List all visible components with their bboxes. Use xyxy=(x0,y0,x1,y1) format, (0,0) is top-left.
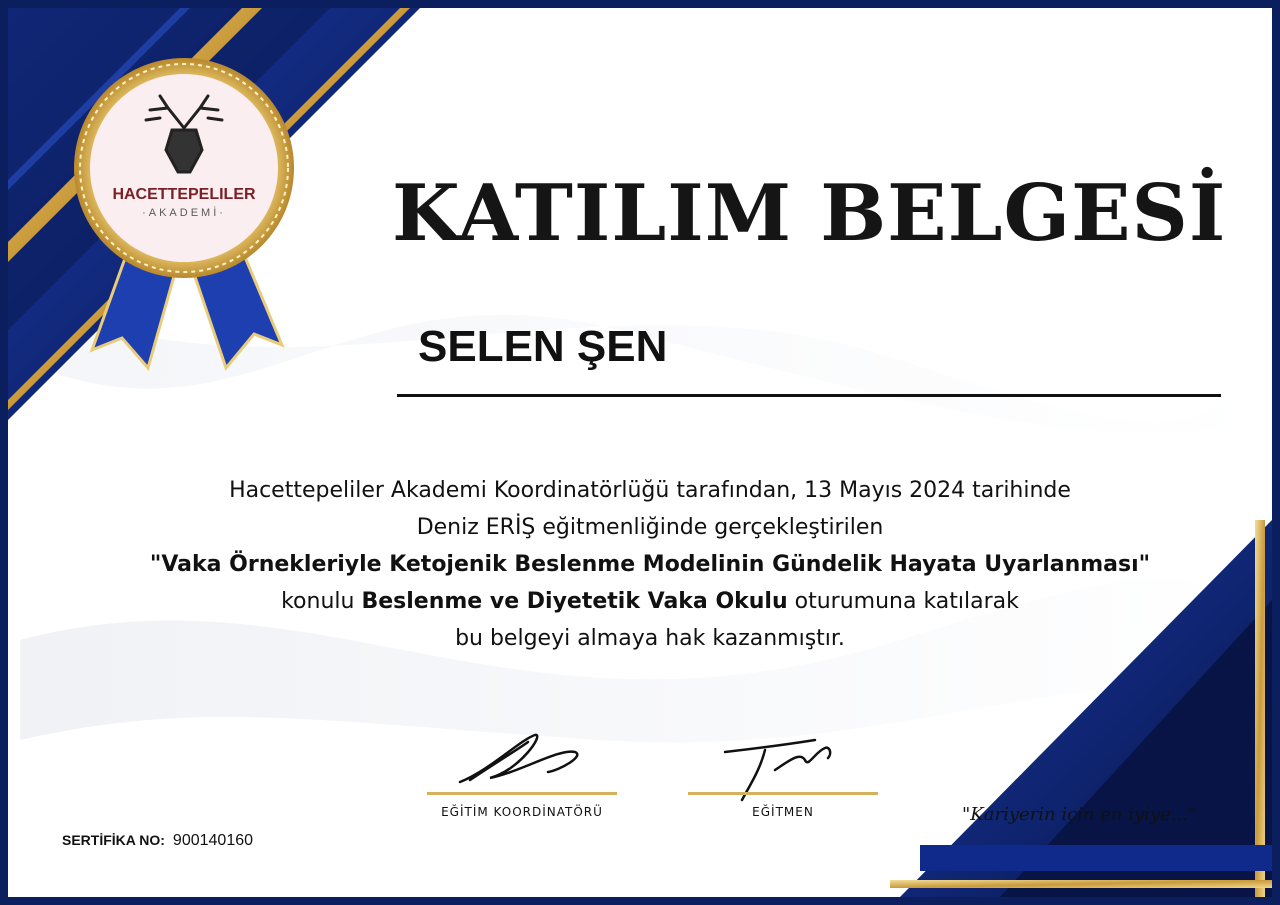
certificate-number-value: 900140160 xyxy=(172,832,254,849)
gold-stripe xyxy=(890,880,1272,888)
body-line xyxy=(80,583,1220,620)
blue-band xyxy=(920,845,1272,871)
slogan: "Kariyerin için en iyiye..." xyxy=(962,804,1197,825)
course-title-text: "Vaka Örnekleriyle Ketojenik Beslenme Modelinin Gündelik Hayata Uyarlanması" xyxy=(149,552,1151,577)
body-text: oturumuna katılarak xyxy=(787,589,1019,614)
recipient-name: SELEN ŞEN xyxy=(418,322,668,371)
gold-stripe xyxy=(1255,520,1265,897)
certificate-body xyxy=(80,472,1220,657)
course-title xyxy=(80,546,1220,583)
certificate-number xyxy=(62,832,253,850)
trainer-signature-line xyxy=(688,792,878,795)
certificate-title: KATILIM BELGESİ xyxy=(392,168,1227,259)
trainer-label: EĞİTMEN xyxy=(752,805,814,819)
trainer-signature xyxy=(725,740,830,800)
seal-brand-sub: ·AKADEMİ· xyxy=(142,207,226,219)
coordinator-signature-line xyxy=(427,792,617,795)
body-line: bu belgeyi almaya hak kazanmıştır. xyxy=(455,626,845,651)
certificate-number-label: SERTİFİKA NO: xyxy=(62,832,165,848)
coordinator-signature xyxy=(460,735,577,782)
body-line: Deniz ERİŞ eğitmenliğinde gerçekleştirilen xyxy=(416,515,884,540)
body-text: konulu xyxy=(281,589,362,614)
name-underline xyxy=(397,394,1221,397)
seal-brand-name: HACETTEPELILER xyxy=(112,186,256,203)
coordinator-label: EĞİTİM KOORDİNATÖRÜ xyxy=(441,805,603,819)
body-line: Hacettepeliler Akademi Koordinatörlüğü tarafından, 13 Mayıs 2024 tarihinde xyxy=(229,478,1071,503)
program-name: Beslenme ve Diyetetik Vaka Okulu xyxy=(361,589,788,614)
